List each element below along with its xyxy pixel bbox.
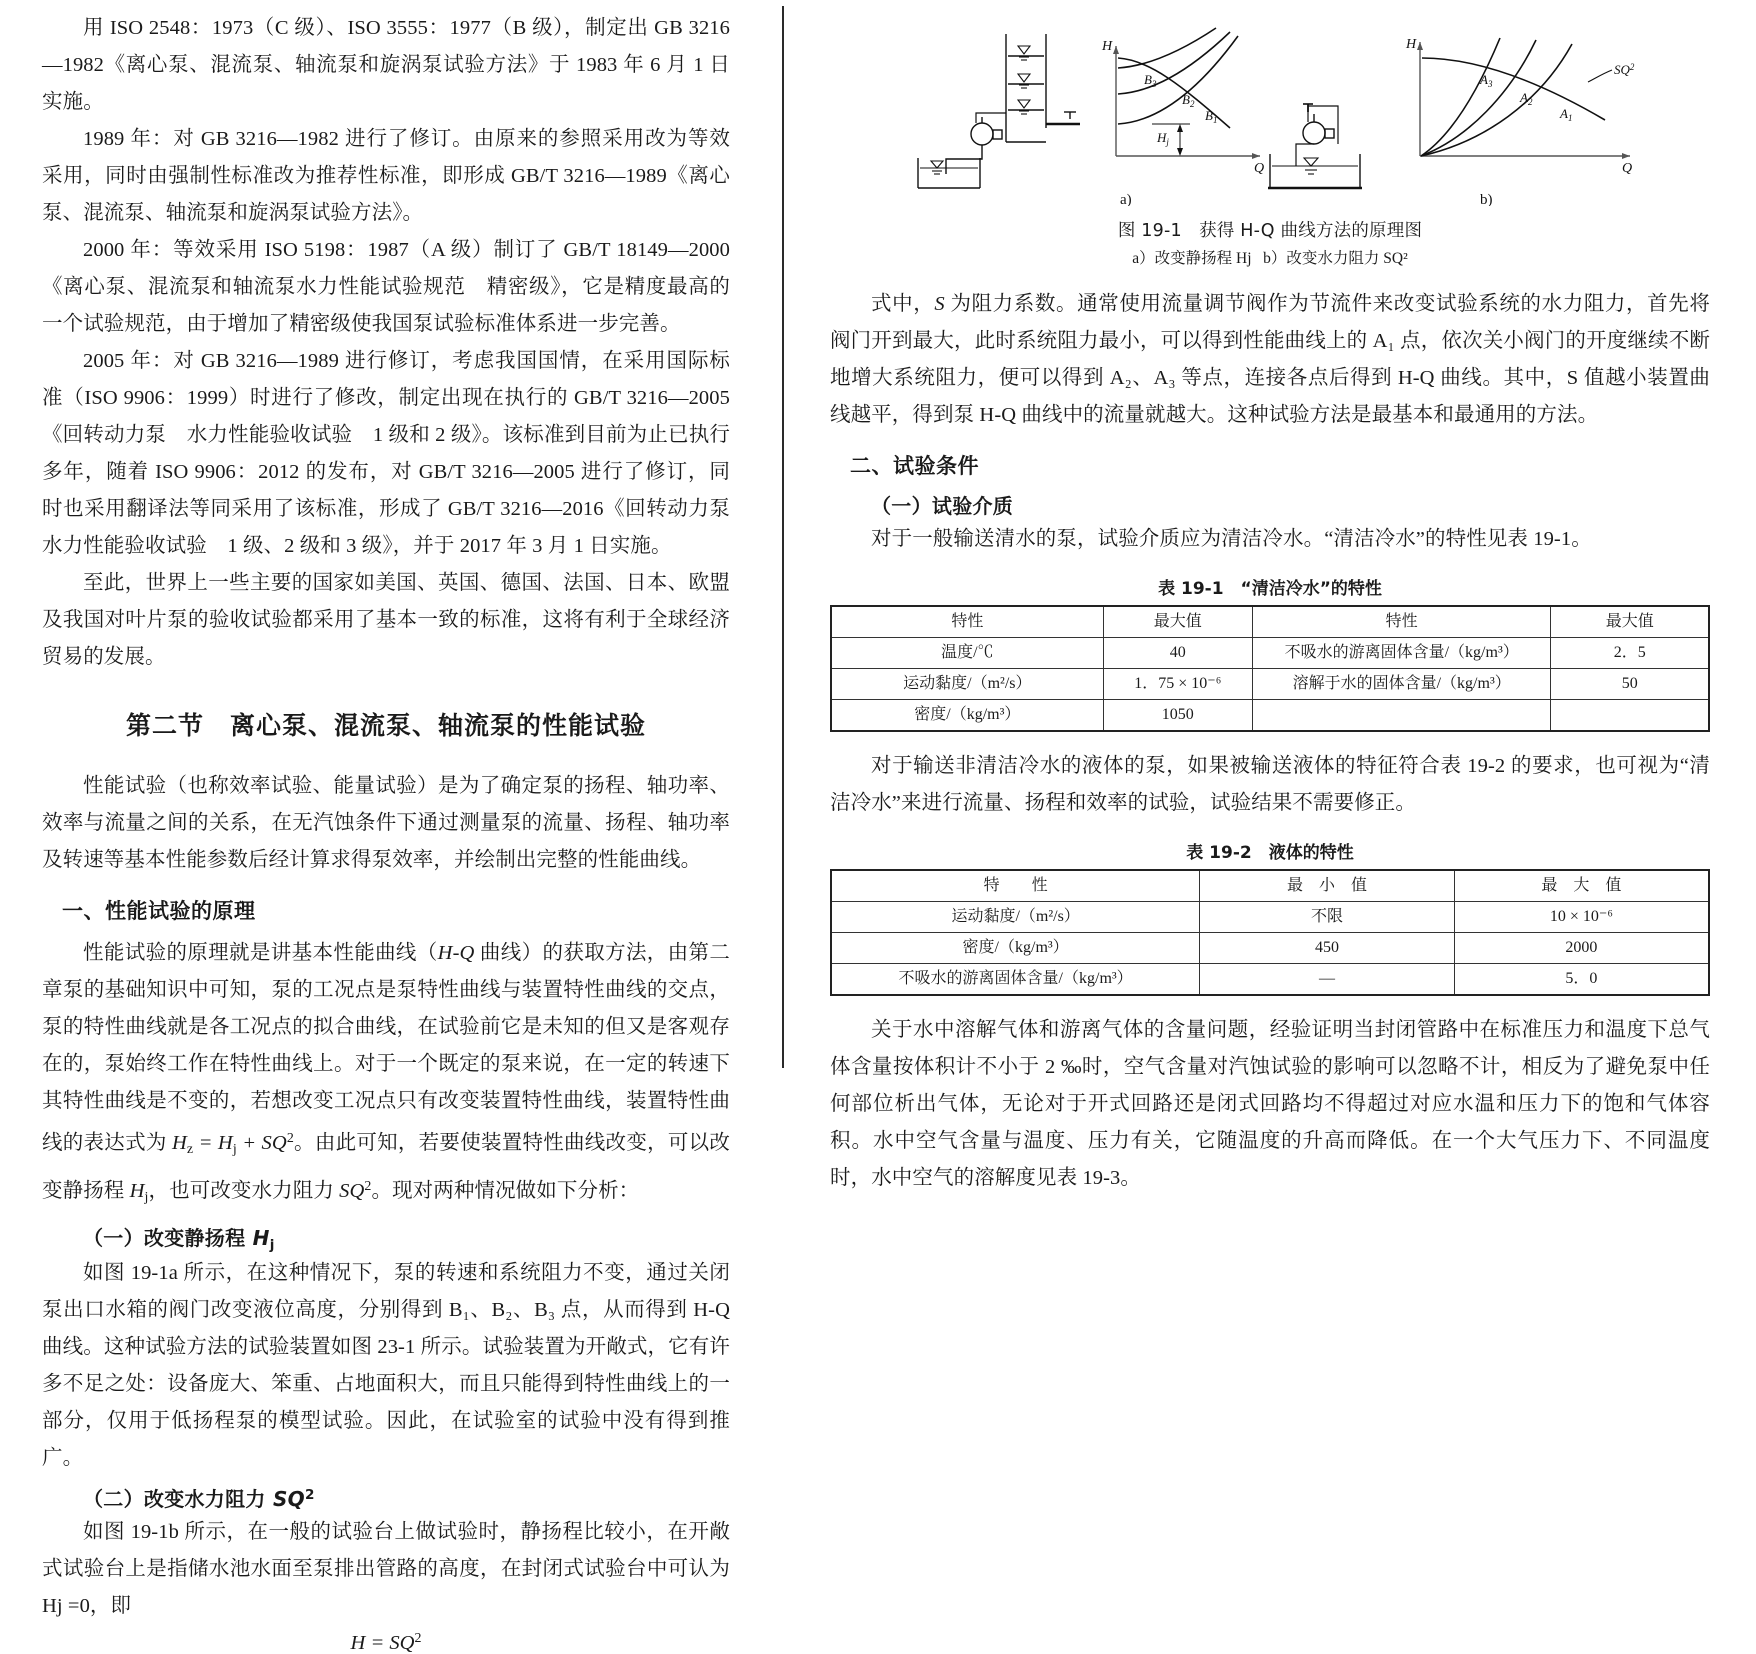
table-19-2-r2c0: 不吸水的游离固体含量/（kg/m³） <box>831 964 1200 996</box>
principle-text-a: 性能试验的原理就是讲基本性能曲线（ <box>83 942 438 964</box>
figure-label-a: a) <box>1120 192 1132 206</box>
table-19-1-r1c2: 溶解于水的固体含量/（kg/m³） <box>1252 669 1551 700</box>
table-19-1-r0c3: 2．5 <box>1551 638 1709 669</box>
heading-var-sq: SQ <box>272 1486 305 1511</box>
table-row <box>831 902 1709 933</box>
var-hj: H <box>129 1179 145 1202</box>
heading-test-medium: （一）试验介质 <box>871 494 1014 518</box>
label-A3: $A_3$ <box>1480 72 1493 89</box>
subsection-test-conditions-heading: 二、试验条件 <box>850 454 979 478</box>
paragraph-test-medium: 对于一般输送清水的泵，试验介质应为清洁冷水。“清洁冷水”的特性见表 19-1。 <box>871 528 1592 550</box>
table-19-1-header-1: 最大值 <box>1103 606 1252 638</box>
label-B2: $B_2$ <box>1182 92 1195 109</box>
paragraph-performance-intro: 性能试验（也称效率试验、能量试验）是为了确定泵的扬程、轴功率、效率与流量之间的关系，在无汽蚀条件下通过测量泵的流量、扬程、轴功率及转速等基本性能参数后经计算求得泵效率，并绘制出完整的性能曲线。 <box>42 775 730 871</box>
principle-text-c: 。由此可知，若要使装置特性曲线改变，可以改变静扬程 <box>42 1131 730 1202</box>
table-19-1-r0c0: 温度/℃ <box>831 638 1103 669</box>
principle-text-e: 。现对两种情况做如下分析： <box>371 1179 640 1202</box>
table-19-2-r0c0: 运动黏度/（m²/s） <box>831 902 1200 933</box>
subsection-principle-heading: 一、性能试验的原理 <box>62 899 256 923</box>
figure-subcaptions <box>830 246 1710 268</box>
table-row <box>831 933 1709 964</box>
axis-label-H-a: H <box>1102 39 1113 54</box>
heading-var-h-sub: j <box>269 1236 275 1253</box>
label-Hj: $H_j$ <box>1157 130 1169 147</box>
table-row <box>831 638 1709 669</box>
right-column <box>784 0 1756 1189</box>
table-19-1-r0c1: 40 <box>1103 638 1252 669</box>
table-19-2-r1c2: 2000 <box>1454 933 1709 964</box>
table-row <box>831 964 1709 996</box>
eq-hz-sub: z <box>186 1141 194 1157</box>
table-19-2-title: 表 19-2 液体的特性 <box>1186 843 1354 863</box>
table-19-1 <box>830 605 1710 732</box>
var-S: S <box>934 293 945 315</box>
paragraph-non-clean-water: 对于输送非清洁冷水的液体的泵，如果被输送液体的特征符合表 19-2 的要求，也可视为“清洁冷水”来进行流量、扬程和效率的试验，试验结果不需要修正。 <box>830 755 1710 814</box>
paragraph-standards-1: 用 ISO 2548：1973（C 级）、ISO 3555：1977（B 级），制定出 GB 3216—1982《离心泵、混流泵、轴流泵和旋涡泵试验方法》于 1983 年 6 月 1 日实施。 <box>42 17 730 113</box>
eq-hz: H <box>172 1131 187 1154</box>
label-SQ2: $SQ^2$ <box>1614 62 1635 77</box>
figure-caption <box>830 217 1710 242</box>
heading-var-sq-sup: 2 <box>304 1486 315 1503</box>
table-19-2-r0c1: 不限 <box>1200 902 1455 933</box>
resist-text-a: 式中， <box>871 293 935 315</box>
paragraph-resistance-coefficient <box>830 286 1710 434</box>
paragraph-standards-1989: 1989 年：对 GB 3216—1982 进行了修订。由原来的参照采用改为等效采用，同时由强制性标准改为推荐性标准，即形成 GB/T 3216—1989《离心泵、混流泵、轴流泵和旋涡泵试验方法》。 <box>42 128 730 224</box>
figure-label-b: b) <box>1480 192 1493 206</box>
table-19-1-r2c1: 1050 <box>1103 700 1252 732</box>
table-19-2-r2c2: 5．0 <box>1454 964 1709 996</box>
paragraph-principle <box>42 935 730 1216</box>
left-column <box>0 0 782 1654</box>
paragraph-standards-2000: 2000 年：等效采用 ISO 5198：1987（A 级）制订了 GB/T 18149—2000《离心泵、混流泵和轴流泵水力性能试验规范 精密级》，它是精度最高的一个试验规范，由于增加了精密级使我国泵试验标准体系进一步完善。 <box>42 239 730 335</box>
figure-caption-text: 获得 H-Q 曲线方法的原理图 <box>1199 221 1423 241</box>
paragraph-fig19-1a: 如图 19-1a 所示，在这种情况下，泵的转速和系统阻力不变，通过关闭泵出口水箱的阀门改变液位高度，分别得到 B₁、B₂、B₃ 点，从而得到 H-Q 曲线。这种试验方法的试验装置如图 23-1 所示。试验装置为开敞式，它有许多不足之处：设备庞大、笨重、占地面积大，而且只能得到特性曲线上的一部分，仅用于低扬程泵的模型试验。因此，在试验室的试验中没有得到推广。 <box>42 1261 730 1469</box>
table-19-1-r0c2: 不吸水的游离固体含量/（kg/m³） <box>1252 638 1551 669</box>
table-19-1-r1c3: 50 <box>1551 669 1709 700</box>
var-sq-sup: 2 <box>364 1178 372 1194</box>
figure-subcaption-b: b）改变水力阻力 SQ² <box>1263 250 1408 267</box>
equation-sup: 2 <box>414 1630 422 1646</box>
heading-change-static-head <box>83 1222 730 1253</box>
table-row-header <box>831 870 1709 902</box>
heading-change-hydraulic-resistance <box>83 1483 730 1512</box>
table-19-1-r1c0: 运动黏度/（m²/s） <box>831 669 1103 700</box>
label-A2: $A_2$ <box>1520 90 1533 107</box>
table-19-2-r1c0: 密度/（kg/m³） <box>831 933 1200 964</box>
figure-caption-number: 图 19-1 <box>1117 221 1182 241</box>
heading-change-hydraulic-resistance-label: （二）改变水力阻力 <box>83 1486 273 1511</box>
resist-text-b: 为阻力系数。通常使用流量调节阀作为节流件来改变试验系统的水力阻力，首先将阀门开到最大，此时系统阻力最小，可以得到性能曲线上的 A₁ 点，依次关小阀门的开度继续不断地增大系统阻力，便可以得到 A₂、A₃ 等点，连接各点后得到 H-Q 曲线。其中，S 值越小装置曲线越平，得到泵 H-Q 曲线中的流量就越大。这种试验方法是最基本和最通用的方法。 <box>830 293 1710 426</box>
table-19-1-r2c0: 密度/（kg/m³） <box>831 700 1103 732</box>
table-19-1-r2c3 <box>1551 700 1709 732</box>
table-19-2-header-2: 最 大 值 <box>1454 870 1709 902</box>
table-19-2-r2c1: — <box>1200 964 1455 996</box>
table-19-1-title: 表 19-1 “清洁冷水”的特性 <box>1158 579 1382 599</box>
paragraph-standards-2005: 2005 年：对 GB 3216—1989 进行修订，考虑我国国情，在采用国际标准（ISO 9906：1999）时进行了修改，制定出现在执行的 GB/T 3216—2005《回转动力泵 水力性能验收试验 1 级和 2 级》。该标准到目前为止已执行多年，随着 ISO 9906：2012 的发布，对 GB/T 3216—2005 进行了修订，同时也采用翻译法等同采用了该标准，形成了 GB/T 3216—2016《回转动力泵 水力性能验收试验 1 级、2 级和 3 级》，并于 2017 年 3 月 1 日实施。 <box>42 350 751 557</box>
heading-var-h: H <box>252 1225 270 1250</box>
eq-hj-sub: j <box>232 1141 237 1157</box>
equation-h-sq2 <box>42 1631 730 1654</box>
table-19-2-r0c2: 10 × 10⁻⁶ <box>1454 902 1709 933</box>
principle-text-d: ，也可改变水力阻力 <box>148 1179 340 1202</box>
axis-label-Q-b: Q <box>1622 161 1633 176</box>
equation-h: H <box>350 1631 366 1654</box>
paragraph-dissolved-gas: 关于水中溶解气体和游离气体的含量问题，经验证明当封闭管路中在标准压力和温度下总气体含量按体积计不小于 2 ‰时，空气含量对汽蚀试验的影响可以忽略不计，相反为了避免泵中任何部位析出气体，无论对于开式回路还是闭式回路均不得超过对应水温和压力下的饱和气体容积。水中空气含量与温度、压力有关，它随温度的升高而降低。在一个大气压力下、不同温度时，水中空气的溶解度见表 19-3。 <box>830 1019 1710 1189</box>
equation-body: = SQ <box>365 1631 415 1654</box>
eq-sq-sup: 2 <box>286 1131 294 1146</box>
var-sq: SQ <box>339 1179 365 1202</box>
table-19-2 <box>830 869 1710 996</box>
table-19-1-header-2: 特性 <box>1252 606 1551 638</box>
table-19-2-header-1: 最 小 值 <box>1200 870 1455 902</box>
eq-mid: = H <box>193 1131 233 1154</box>
figure-19-1 <box>830 16 1710 268</box>
label-A1: $A_1$ <box>1560 106 1573 123</box>
table-19-1-r2c2 <box>1252 700 1551 732</box>
principle-text-b: 曲线）的获取方法，由第二章泵的基础知识中可知，泵的工况点是泵特性曲线与装置特性曲线的交点，泵的特性曲线就是各工况点的拟合曲线，在试验前它是未知的但又是客观存在的，泵始终工作在特性曲线上。对于一个既定的泵来说，在一定的转速下其特性曲线是不变的，若想改变工况点只有改变装置特性曲线，装置特性曲线的表达式为 <box>42 942 730 1154</box>
table-19-1-header-0: 特性 <box>831 606 1103 638</box>
hq-inline-1: H-Q <box>437 942 475 964</box>
heading-change-static-head-label: （一）改变静扬程 <box>83 1225 253 1250</box>
eq-sq: + SQ <box>236 1131 287 1154</box>
table-19-1-header-3: 最大值 <box>1551 606 1709 638</box>
axis-label-Q-a: Q <box>1254 161 1265 176</box>
var-hj-sub: j <box>144 1189 149 1205</box>
table-19-1-r1c1: 1．75 × 10⁻⁶ <box>1103 669 1252 700</box>
paragraph-standards-summary: 至此，世界上一些主要的国家如美国、英国、德国、法国、日本、欧盟及我国对叶片泵的验收试验都采用了基本一致的标准，这将有利于全球经济贸易的发展。 <box>42 572 730 668</box>
label-B1: $B_1$ <box>1205 108 1218 125</box>
axis-label-H-b: H <box>1406 37 1417 52</box>
figure-subcaption-a: a）改变静扬程 Hj <box>1132 250 1252 267</box>
table-19-2-r1c1: 450 <box>1200 933 1455 964</box>
table-row <box>831 669 1709 700</box>
table-19-2-header-0: 特 性 <box>831 870 1200 902</box>
section-title: 第二节 离心泵、混流泵、轴流泵的性能试验 <box>125 711 646 740</box>
paragraph-fig19-1b: 如图 19-1b 所示，在一般的试验台上做试验时，静扬程比较小，在开敞式试验台上是指储水池水面至泵排出管路的高度，在封闭式试验台中可认为 Hj =0，即 <box>42 1520 730 1617</box>
label-B3: $B_3$ <box>1144 72 1157 89</box>
figure-19-1-svg <box>830 16 1710 206</box>
table-row-header <box>831 606 1709 638</box>
table-row <box>831 700 1709 732</box>
